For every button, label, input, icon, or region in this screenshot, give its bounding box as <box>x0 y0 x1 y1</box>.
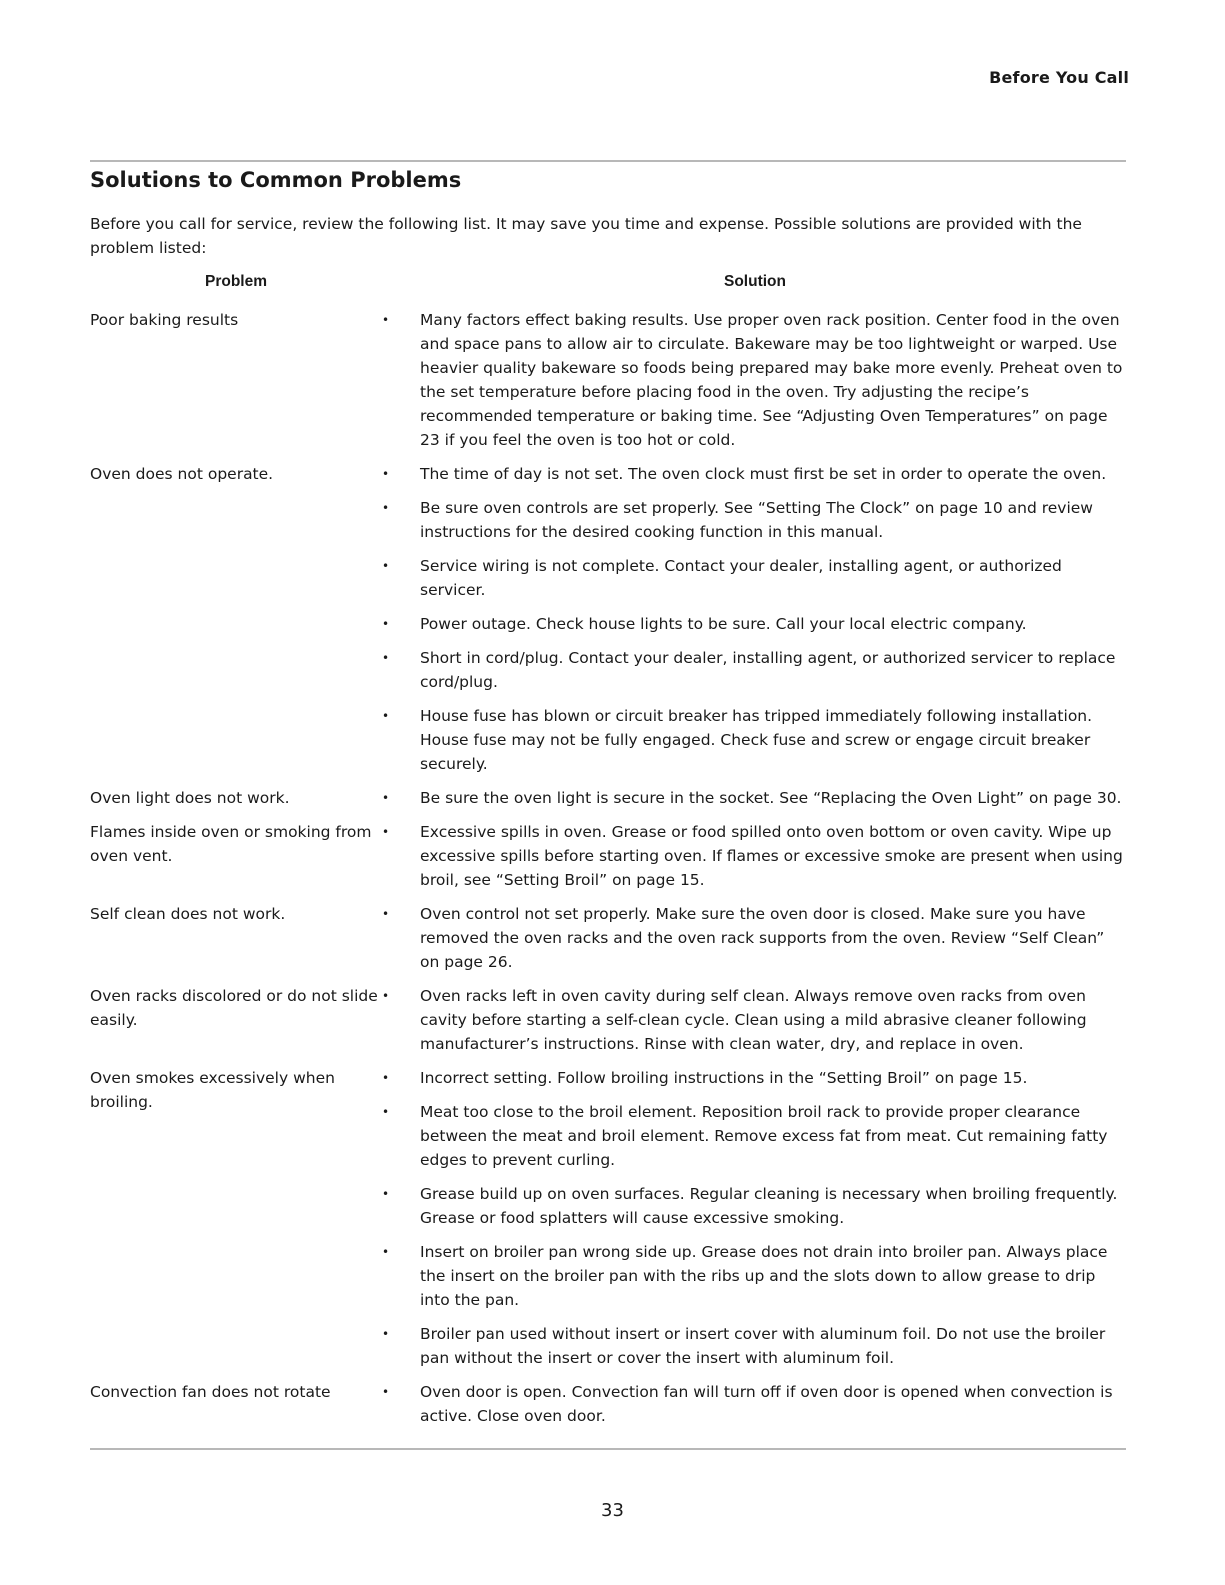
table-row <box>90 984 1126 1056</box>
solution-item <box>382 786 1126 810</box>
solution-item <box>382 554 1126 602</box>
problem-cell: Oven racks discolored or do not slide easily. <box>90 987 378 1029</box>
section-title: Solutions to Common Problems <box>90 168 462 192</box>
table-row <box>90 902 1126 974</box>
solution-list <box>382 1380 1126 1428</box>
bullet-icon: • <box>382 467 390 481</box>
solution-list <box>382 462 1126 776</box>
table-row <box>90 820 1126 892</box>
table-row <box>90 462 1126 776</box>
bullet-icon: • <box>382 617 390 631</box>
bullet-icon: • <box>382 1327 390 1341</box>
bullet-icon: • <box>382 1071 390 1085</box>
solution-text: Insert on broiler pan wrong side up. Grease does not drain into broiler pan. Always place the insert on the broiler pan with the ribs up and the slots down to allow grease to drip into the pan. <box>420 1243 1108 1309</box>
bullet-icon: • <box>382 709 390 723</box>
running-header: Before You Call <box>989 68 1129 87</box>
solution-text: House fuse has blown or circuit breaker has tripped immediately following installation. House fuse may not be fully engaged. Check fuse and screw or engage circuit breaker securely. <box>420 707 1093 773</box>
solution-text: Short in cord/plug. Contact your dealer, installing agent, or authorized servicer to replace cord/plug. <box>420 649 1116 691</box>
solution-text: The time of day is not set. The oven clock must first be set in order to operate the oven. <box>420 465 1107 483</box>
bullet-icon: • <box>382 313 390 327</box>
solution-item <box>382 1182 1126 1230</box>
troubleshooting-table <box>90 308 1126 1438</box>
solution-item <box>382 1100 1126 1172</box>
solution-item <box>382 612 1126 636</box>
solution-item <box>382 1066 1126 1090</box>
solution-text: Broiler pan used without insert or insert cover with aluminum foil. Do not use the broiler pan without the insert or cover the insert with aluminum foil. <box>420 1325 1106 1367</box>
problem-cell: Self clean does not work. <box>90 905 286 923</box>
bullet-icon: • <box>382 825 390 839</box>
page-number: 33 <box>601 1500 624 1521</box>
solution-item <box>382 902 1126 974</box>
bottom-divider <box>90 1448 1126 1450</box>
solution-text: Grease build up on oven surfaces. Regular cleaning is necessary when broiling frequently. Grease or food splatters will cause excessive smoking. <box>420 1185 1118 1227</box>
bullet-icon: • <box>382 1385 390 1399</box>
solution-list <box>382 820 1126 892</box>
table-row <box>90 1380 1126 1428</box>
problem-cell: Poor baking results <box>90 311 239 329</box>
problem-cell: Flames inside oven or smoking from oven vent. <box>90 823 372 865</box>
solution-item <box>382 984 1126 1056</box>
top-divider <box>90 160 1126 162</box>
solution-text: Incorrect setting. Follow broiling instructions in the “Setting Broil” on page 15. <box>420 1069 1028 1087</box>
bullet-icon: • <box>382 1245 390 1259</box>
solution-text: Oven door is open. Convection fan will turn off if oven door is opened when convection is active. Close oven door. <box>420 1383 1113 1425</box>
solution-column-header: Solution <box>724 273 786 290</box>
solution-item <box>382 308 1126 452</box>
bullet-icon: • <box>382 1187 390 1201</box>
solution-list <box>382 308 1126 452</box>
solution-text: Meat too close to the broil element. Reposition broil rack to provide proper clearance between the meat and broil element. Remove excess fat from meat. Cut remaining fatty edges to prevent curling. <box>420 1103 1108 1169</box>
solution-text: Service wiring is not complete. Contact your dealer, installing agent, or authorized servicer. <box>420 557 1062 599</box>
bullet-icon: • <box>382 907 390 921</box>
solution-item <box>382 1322 1126 1370</box>
solution-item <box>382 646 1126 694</box>
table-row <box>90 308 1126 452</box>
solution-item <box>382 1380 1126 1428</box>
solution-item <box>382 704 1126 776</box>
problem-cell: Oven light does not work. <box>90 789 290 807</box>
bullet-icon: • <box>382 559 390 573</box>
problem-cell: Oven smokes excessively when broiling. <box>90 1069 335 1111</box>
bullet-icon: • <box>382 651 390 665</box>
solution-list <box>382 786 1126 810</box>
solution-item <box>382 820 1126 892</box>
bullet-icon: • <box>382 501 390 515</box>
solution-text: Many factors effect baking results. Use proper oven rack position. Center food in the oven and space pans to allow air to circulate. Bakeware may be too lightweight or warped. Use heavier quality bakeware so foods being prepared may bake more evenly. Preheat oven to the set temperature before placing food in the oven. Try adjusting the recipe’s recommended temperature or baking time. See “Adjusting Oven Temperatures” on page 23 if you feel the oven is too hot or cold. <box>420 311 1123 449</box>
solution-list <box>382 984 1126 1056</box>
table-row <box>90 786 1126 810</box>
bullet-icon: • <box>382 989 390 1003</box>
solution-list <box>382 1066 1126 1370</box>
solution-item <box>382 1240 1126 1312</box>
solution-list <box>382 902 1126 974</box>
solution-item <box>382 462 1126 486</box>
problem-column-header: Problem <box>205 273 268 290</box>
table-row <box>90 1066 1126 1370</box>
bullet-icon: • <box>382 791 390 805</box>
solution-text: Power outage. Check house lights to be sure. Call your local electric company. <box>420 615 1027 633</box>
solution-item <box>382 496 1126 544</box>
problem-cell: Convection fan does not rotate <box>90 1383 331 1401</box>
problem-cell: Oven does not operate. <box>90 465 274 483</box>
solution-text: Be sure the oven light is secure in the socket. See “Replacing the Oven Light” on page 30. <box>420 789 1122 807</box>
solution-text: Oven control not set properly. Make sure the oven door is closed. Make sure you have removed the oven racks and the oven rack supports from the oven. Review “Self Clean” on page 26. <box>420 905 1105 971</box>
bullet-icon: • <box>382 1105 390 1119</box>
intro-paragraph: Before you call for service, review the following list. It may save you time and expense. Possible solutions are provided with the problem listed: <box>90 215 1082 257</box>
solution-text: Be sure oven controls are set properly. See “Setting The Clock” on page 10 and review instructions for the desired cooking function in this manual. <box>420 499 1093 541</box>
solution-text: Excessive spills in oven. Grease or food spilled onto oven bottom or oven cavity. Wipe up excessive spills before starting oven. If flames or excessive smoke are present when using broil, see “Setting Broil” on page 15. <box>420 823 1123 889</box>
solution-text: Oven racks left in oven cavity during self clean. Always remove oven racks from oven cavity before starting a self-clean cycle. Clean using a mild abrasive cleaner following manufacturer’s instructions. Rinse with clean water, dry, and replace in oven. <box>420 987 1087 1053</box>
